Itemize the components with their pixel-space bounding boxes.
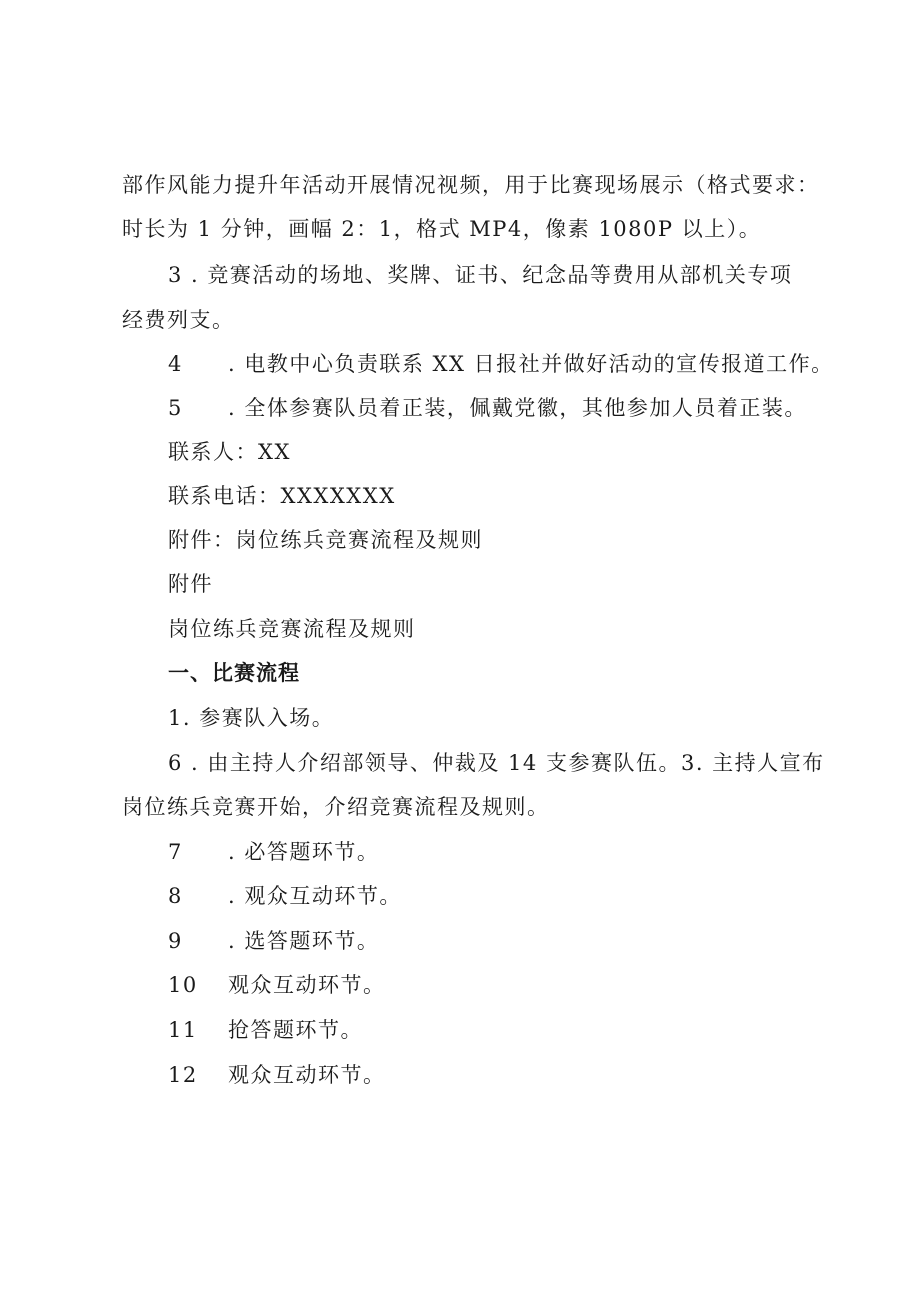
flow-item-11 <box>168 1015 363 1045</box>
flow-item-7 <box>168 837 379 867</box>
list-item-3-continued: 经费列支。 <box>122 308 235 332</box>
contact-phone: 联系电话：XXXXXXX <box>168 484 396 508</box>
list-text: 抢答题环节。 <box>228 1018 363 1042</box>
list-text: . 全体参赛队员着正装，佩戴党徽，其他参加人员着正装。 <box>228 396 807 420</box>
list-text: 观众互动环节。 <box>228 1063 386 1087</box>
flow-item-6: 6 . 由主持人介绍部领导、仲裁及 14 支参赛队伍。3. 主持人宣布 <box>168 751 825 775</box>
list-number: 5 <box>168 396 183 420</box>
list-text: . 选答题环节。 <box>228 929 380 953</box>
attachment-label: 附件 <box>168 572 213 596</box>
list-item-5 <box>168 393 807 423</box>
flow-item-6-continued: 岗位练兵竞赛开始，介绍竞赛流程及规则。 <box>122 795 550 819</box>
attachment-reference: 附件：岗位练兵竞赛流程及规则 <box>168 528 483 552</box>
list-text: 观众互动环节。 <box>228 973 386 997</box>
list-number: 10 <box>168 973 198 997</box>
list-number: 9 <box>168 929 183 953</box>
list-item-3: 3 . 竞赛活动的场地、奖牌、证书、纪念品等费用从部机关专项 <box>168 263 793 287</box>
list-number: 11 <box>168 1018 198 1042</box>
attachment-title: 岗位练兵竞赛流程及规则 <box>168 617 416 641</box>
list-text: . 观众互动环节。 <box>228 884 402 908</box>
flow-item-10 <box>168 970 386 1000</box>
flow-item-12 <box>168 1060 386 1090</box>
list-item-4 <box>168 349 834 379</box>
list-text: . 必答题环节。 <box>228 840 380 864</box>
list-number: 12 <box>168 1063 198 1087</box>
paragraph-line: 部作风能力提升年活动开展情况视频，用于比赛现场展示（格式要求： <box>122 173 820 197</box>
list-text: . 电教中心负责联系 XX 日报社并做好活动的宣传报道工作。 <box>228 352 834 376</box>
flow-item-9 <box>168 926 379 956</box>
flow-item-1: 1. 参赛队入场。 <box>168 706 335 730</box>
list-number: 4 <box>168 352 183 376</box>
contact-person: 联系人：XX <box>168 440 291 464</box>
list-number: 7 <box>168 840 183 864</box>
section-heading: 一、比赛流程 <box>168 660 300 685</box>
flow-item-8 <box>168 881 402 911</box>
paragraph-line: 时长为 1 分钟，画幅 2：1，格式 MP4，像素 1080P 以上）。 <box>122 217 762 241</box>
list-number: 8 <box>168 884 183 908</box>
